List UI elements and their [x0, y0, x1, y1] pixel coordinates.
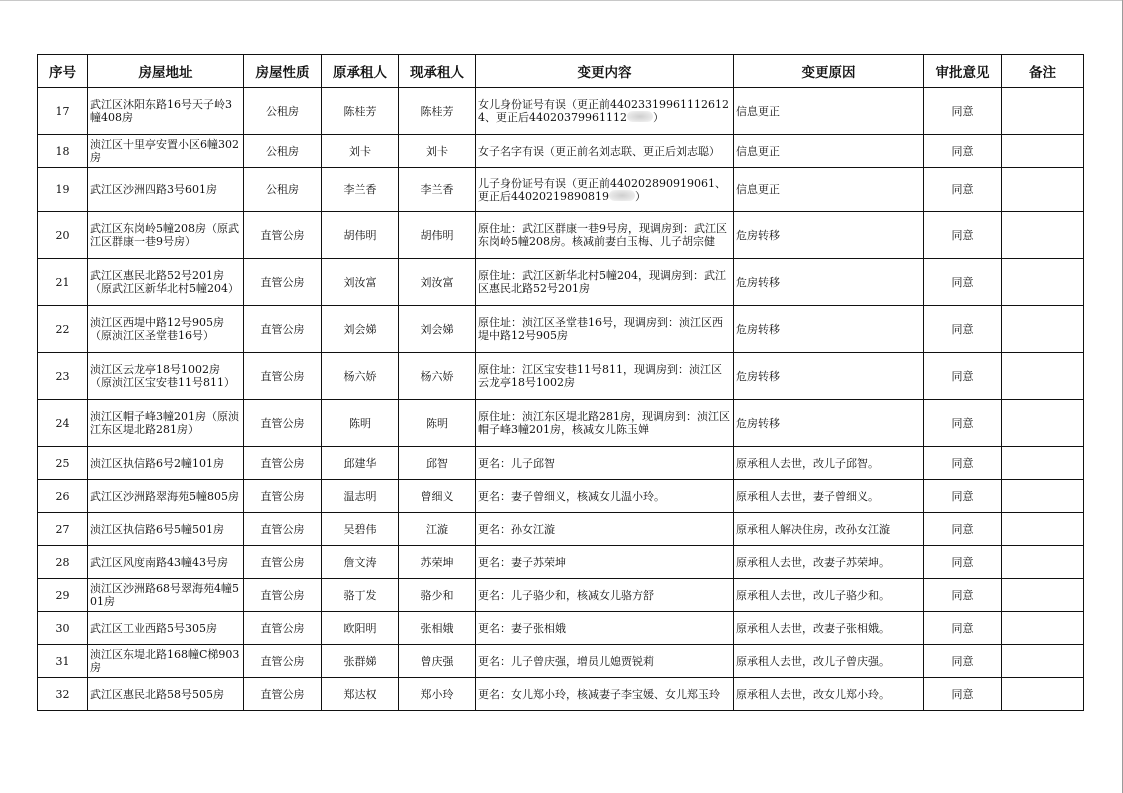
- row-change-reason: 信息更正: [734, 88, 924, 135]
- row-change-content: [476, 447, 734, 480]
- row-number: 21: [38, 259, 88, 306]
- row-number: 26: [38, 480, 88, 513]
- row-address: 浈江区云龙亭18号1002房（原浈江区宝安巷11号811）: [88, 353, 244, 400]
- change-content-text: 原住址：武江区新华北村5幢204，现调房到：武江区惠民北路52号201房: [478, 269, 726, 295]
- row-current-tenant: 杨六娇: [399, 353, 476, 400]
- row-original-tenant: 温志明: [322, 480, 399, 513]
- change-content-text: 更名：孙女江漩: [478, 522, 555, 536]
- row-change-reason: 危房转移: [734, 212, 924, 259]
- row-address: 浈江区执信路6号2幢101房: [88, 447, 244, 480]
- row-approval: 同意: [924, 678, 1002, 711]
- row-nature: 公租房: [244, 135, 322, 168]
- row-address: 武江区沙洲路翠海苑5幢805房: [88, 480, 244, 513]
- row-current-tenant: 胡伟明: [399, 212, 476, 259]
- row-remarks: [1002, 135, 1084, 168]
- row-nature: 直管公房: [244, 579, 322, 612]
- row-nature: 直管公房: [244, 612, 322, 645]
- header-change-content: 变更内容: [476, 55, 734, 88]
- row-nature: 直管公房: [244, 212, 322, 259]
- row-original-tenant: 欧阳明: [322, 612, 399, 645]
- row-approval: 同意: [924, 168, 1002, 212]
- row-change-content: [476, 212, 734, 259]
- row-original-tenant: 陈明: [322, 400, 399, 447]
- row-approval: 同意: [924, 645, 1002, 678]
- row-original-tenant: 詹文涛: [322, 546, 399, 579]
- row-address: 武江区惠民北路58号505房: [88, 678, 244, 711]
- row-nature: 直管公房: [244, 353, 322, 400]
- header-nature: 房屋性质: [244, 55, 322, 88]
- row-current-tenant: 陈桂芳: [399, 88, 476, 135]
- table-row: [38, 480, 1084, 513]
- table-row: [38, 579, 1084, 612]
- row-change-content: [476, 400, 734, 447]
- change-content-text: 女子名字有误（更正前名刘志联、更正后刘志聪）: [478, 144, 720, 158]
- table-row: [38, 645, 1084, 678]
- row-change-content: [476, 135, 734, 168]
- row-number: 30: [38, 612, 88, 645]
- change-content-text: 更名：儿子邱智: [478, 456, 555, 470]
- row-nature: 公租房: [244, 88, 322, 135]
- change-content-text: 原住址：江区宝安巷11号811，现调房到：浈江区云龙亭18号1002房: [478, 363, 722, 389]
- header-no: 序号: [38, 55, 88, 88]
- row-change-reason: 原承租人去世，改妻子苏荣坤。: [734, 546, 924, 579]
- header-remarks: 备注: [1002, 55, 1084, 88]
- row-remarks: [1002, 212, 1084, 259]
- header-change-reason: 变更原因: [734, 55, 924, 88]
- row-change-content: [476, 645, 734, 678]
- row-original-tenant: 陈桂芳: [322, 88, 399, 135]
- row-approval: 同意: [924, 212, 1002, 259]
- change-content-text: 原住址：武江区群康一巷9号房，现调房到：武江区东岗岭5幢208房。核减前妻白玉梅、儿子胡宗健: [478, 222, 727, 248]
- row-remarks: [1002, 400, 1084, 447]
- row-remarks: [1002, 88, 1084, 135]
- row-change-content: [476, 168, 734, 212]
- row-approval: 同意: [924, 546, 1002, 579]
- table-row: [38, 513, 1084, 546]
- header-current-tenant: 现承租人: [399, 55, 476, 88]
- change-content-text: 更名：妻子张相娥: [478, 621, 566, 635]
- row-current-tenant: 陈明: [399, 400, 476, 447]
- row-number: 25: [38, 447, 88, 480]
- row-original-tenant: 张群娣: [322, 645, 399, 678]
- row-nature: 直管公房: [244, 513, 322, 546]
- row-current-tenant: 江漩: [399, 513, 476, 546]
- row-remarks: [1002, 513, 1084, 546]
- row-change-reason: 信息更正: [734, 168, 924, 212]
- row-number: 23: [38, 353, 88, 400]
- row-approval: 同意: [924, 353, 1002, 400]
- row-approval: 同意: [924, 513, 1002, 546]
- row-original-tenant: 李兰香: [322, 168, 399, 212]
- row-remarks: [1002, 645, 1084, 678]
- row-change-reason: 原承租人去世，妻子曾细义。: [734, 480, 924, 513]
- row-address: 浈江区沙洲路68号翠海苑4幢501房: [88, 579, 244, 612]
- change-content-text: 更名：妻子曾细义，核减女儿温小玲。: [478, 489, 665, 503]
- header-approval: 审批意见: [924, 55, 1002, 88]
- row-approval: 同意: [924, 579, 1002, 612]
- row-number: 32: [38, 678, 88, 711]
- row-current-tenant: 刘会娣: [399, 306, 476, 353]
- table-row: [38, 259, 1084, 306]
- change-content-text: 更名：女儿郑小玲，核减妻子李宝媛、女儿郑玉玲: [478, 687, 720, 701]
- row-number: 22: [38, 306, 88, 353]
- table-row: [38, 612, 1084, 645]
- row-current-tenant: 曾细义: [399, 480, 476, 513]
- row-original-tenant: 邱建华: [322, 447, 399, 480]
- row-number: 27: [38, 513, 88, 546]
- row-change-reason: 危房转移: [734, 353, 924, 400]
- tenant-change-table: [37, 54, 1084, 711]
- row-current-tenant: 刘卡: [399, 135, 476, 168]
- header-address: 房屋地址: [88, 55, 244, 88]
- row-nature: 直管公房: [244, 447, 322, 480]
- row-original-tenant: 胡伟明: [322, 212, 399, 259]
- row-current-tenant: 刘汝富: [399, 259, 476, 306]
- row-address: 浈江区东堤北路168幢C梯903房: [88, 645, 244, 678]
- row-original-tenant: 刘卡: [322, 135, 399, 168]
- row-change-reason: 原承租人去世，改儿子骆少和。: [734, 579, 924, 612]
- row-change-content: [476, 480, 734, 513]
- row-nature: 直管公房: [244, 678, 322, 711]
- row-address: 浈江区十里亭安置小区6幢302房: [88, 135, 244, 168]
- row-original-tenant: 郑达权: [322, 678, 399, 711]
- row-address: 武江区惠民北路52号201房（原武江区新华北村5幢204）: [88, 259, 244, 306]
- row-change-reason: 原承租人解决住房，改孙女江漩: [734, 513, 924, 546]
- row-nature: 直管公房: [244, 306, 322, 353]
- row-original-tenant: 吴碧伟: [322, 513, 399, 546]
- row-change-content: [476, 513, 734, 546]
- row-change-reason: 原承租人去世，改妻子张相娥。: [734, 612, 924, 645]
- row-change-content: [476, 579, 734, 612]
- row-number: 29: [38, 579, 88, 612]
- row-change-reason: 危房转移: [734, 306, 924, 353]
- redaction-blur: [609, 190, 635, 201]
- row-number: 24: [38, 400, 88, 447]
- table-row: [38, 135, 1084, 168]
- row-remarks: [1002, 259, 1084, 306]
- row-change-content: [476, 306, 734, 353]
- table-row: [38, 306, 1084, 353]
- row-current-tenant: 苏荣坤: [399, 546, 476, 579]
- row-approval: 同意: [924, 447, 1002, 480]
- change-content-text: 更名：儿子骆少和，核减女儿骆方舒: [478, 588, 654, 602]
- change-content-text: 更名：妻子苏荣坤: [478, 555, 566, 569]
- row-approval: 同意: [924, 306, 1002, 353]
- row-original-tenant: 杨六娇: [322, 353, 399, 400]
- row-change-reason: 危房转移: [734, 259, 924, 306]
- row-approval: 同意: [924, 135, 1002, 168]
- row-number: 31: [38, 645, 88, 678]
- row-address: 武江区沙洲四路3号601房: [88, 168, 244, 212]
- row-remarks: [1002, 579, 1084, 612]
- change-content-text: 女儿身份证号有误（更正前440233199611126124、更正后44020379961112: [478, 98, 729, 124]
- row-original-tenant: 刘会娣: [322, 306, 399, 353]
- table-row: [38, 678, 1084, 711]
- row-change-content: [476, 353, 734, 400]
- row-current-tenant: 郑小玲: [399, 678, 476, 711]
- row-address: 武江区风度南路43幢43号房: [88, 546, 244, 579]
- row-number: 18: [38, 135, 88, 168]
- table-row: [38, 353, 1084, 400]
- row-change-reason: 原承租人去世，改女儿郑小玲。: [734, 678, 924, 711]
- row-change-content: [476, 259, 734, 306]
- row-current-tenant: 骆少和: [399, 579, 476, 612]
- table-row: [38, 400, 1084, 447]
- row-address: 武江区工业西路5号305房: [88, 612, 244, 645]
- row-approval: 同意: [924, 259, 1002, 306]
- row-approval: 同意: [924, 88, 1002, 135]
- row-change-content: [476, 546, 734, 579]
- row-change-reason: 原承租人去世，改儿子曾庆强。: [734, 645, 924, 678]
- change-content-tail: ）: [634, 189, 646, 203]
- page-top-edge: [0, 0, 1123, 1]
- row-remarks: [1002, 678, 1084, 711]
- row-remarks: [1002, 306, 1084, 353]
- row-change-content: [476, 612, 734, 645]
- row-current-tenant: 邱智: [399, 447, 476, 480]
- row-change-reason: 危房转移: [734, 400, 924, 447]
- change-content-text: 原住址：浈江区圣堂巷16号，现调房到：浈江区西堤中路12号905房: [478, 316, 723, 342]
- header-row: [38, 55, 1084, 88]
- change-content-text: 原住址：浈江东区堤北路281房，现调房到：浈江区帽子峰3幢201房，核减女儿陈玉婵: [478, 410, 730, 436]
- change-content-tail: ）: [652, 111, 664, 124]
- row-current-tenant: 张相娥: [399, 612, 476, 645]
- row-approval: 同意: [924, 480, 1002, 513]
- row-current-tenant: 曾庆强: [399, 645, 476, 678]
- header-original-tenant: 原承租人: [322, 55, 399, 88]
- change-content-text: 更名：儿子曾庆强，增员儿媳贾锐莉: [478, 654, 654, 668]
- row-remarks: [1002, 447, 1084, 480]
- row-change-content: [476, 678, 734, 711]
- row-approval: 同意: [924, 612, 1002, 645]
- row-nature: 直管公房: [244, 480, 322, 513]
- row-nature: 直管公房: [244, 400, 322, 447]
- row-change-reason: 原承租人去世，改儿子邱智。: [734, 447, 924, 480]
- row-nature: 直管公房: [244, 259, 322, 306]
- row-number: 19: [38, 168, 88, 212]
- row-address: 浈江区西堤中路12号905房（原浈江区圣堂巷16号）: [88, 306, 244, 353]
- row-approval: 同意: [924, 400, 1002, 447]
- row-change-content: [476, 88, 734, 135]
- row-remarks: [1002, 353, 1084, 400]
- row-number: 17: [38, 88, 88, 135]
- table-row: [38, 546, 1084, 579]
- row-address: 浈江区帽子峰3幢201房（原浈江东区堤北路281房）: [88, 400, 244, 447]
- row-address: 武江区东岗岭5幢208房（原武江区群康一巷9号房）: [88, 212, 244, 259]
- table-row: [38, 212, 1084, 259]
- table-body: [38, 88, 1084, 711]
- row-address: 浈江区执信路6号5幢501房: [88, 513, 244, 546]
- row-remarks: [1002, 168, 1084, 212]
- row-original-tenant: 刘汝富: [322, 259, 399, 306]
- row-address: 武江区沐阳东路16号天子岭3幢408房: [88, 88, 244, 135]
- table-row: [38, 447, 1084, 480]
- row-nature: 直管公房: [244, 645, 322, 678]
- table-row: [38, 88, 1084, 135]
- row-nature: 公租房: [244, 168, 322, 212]
- row-nature: 直管公房: [244, 546, 322, 579]
- change-content-text: 儿子身份证号有误（更正前440202890919061、更正后44020219890819: [478, 176, 726, 203]
- redaction-blur: [627, 111, 653, 122]
- row-original-tenant: 骆丁发: [322, 579, 399, 612]
- row-remarks: [1002, 546, 1084, 579]
- row-remarks: [1002, 480, 1084, 513]
- row-change-reason: 信息更正: [734, 135, 924, 168]
- table-row: [38, 168, 1084, 212]
- row-number: 28: [38, 546, 88, 579]
- row-remarks: [1002, 612, 1084, 645]
- row-current-tenant: 李兰香: [399, 168, 476, 212]
- row-number: 20: [38, 212, 88, 259]
